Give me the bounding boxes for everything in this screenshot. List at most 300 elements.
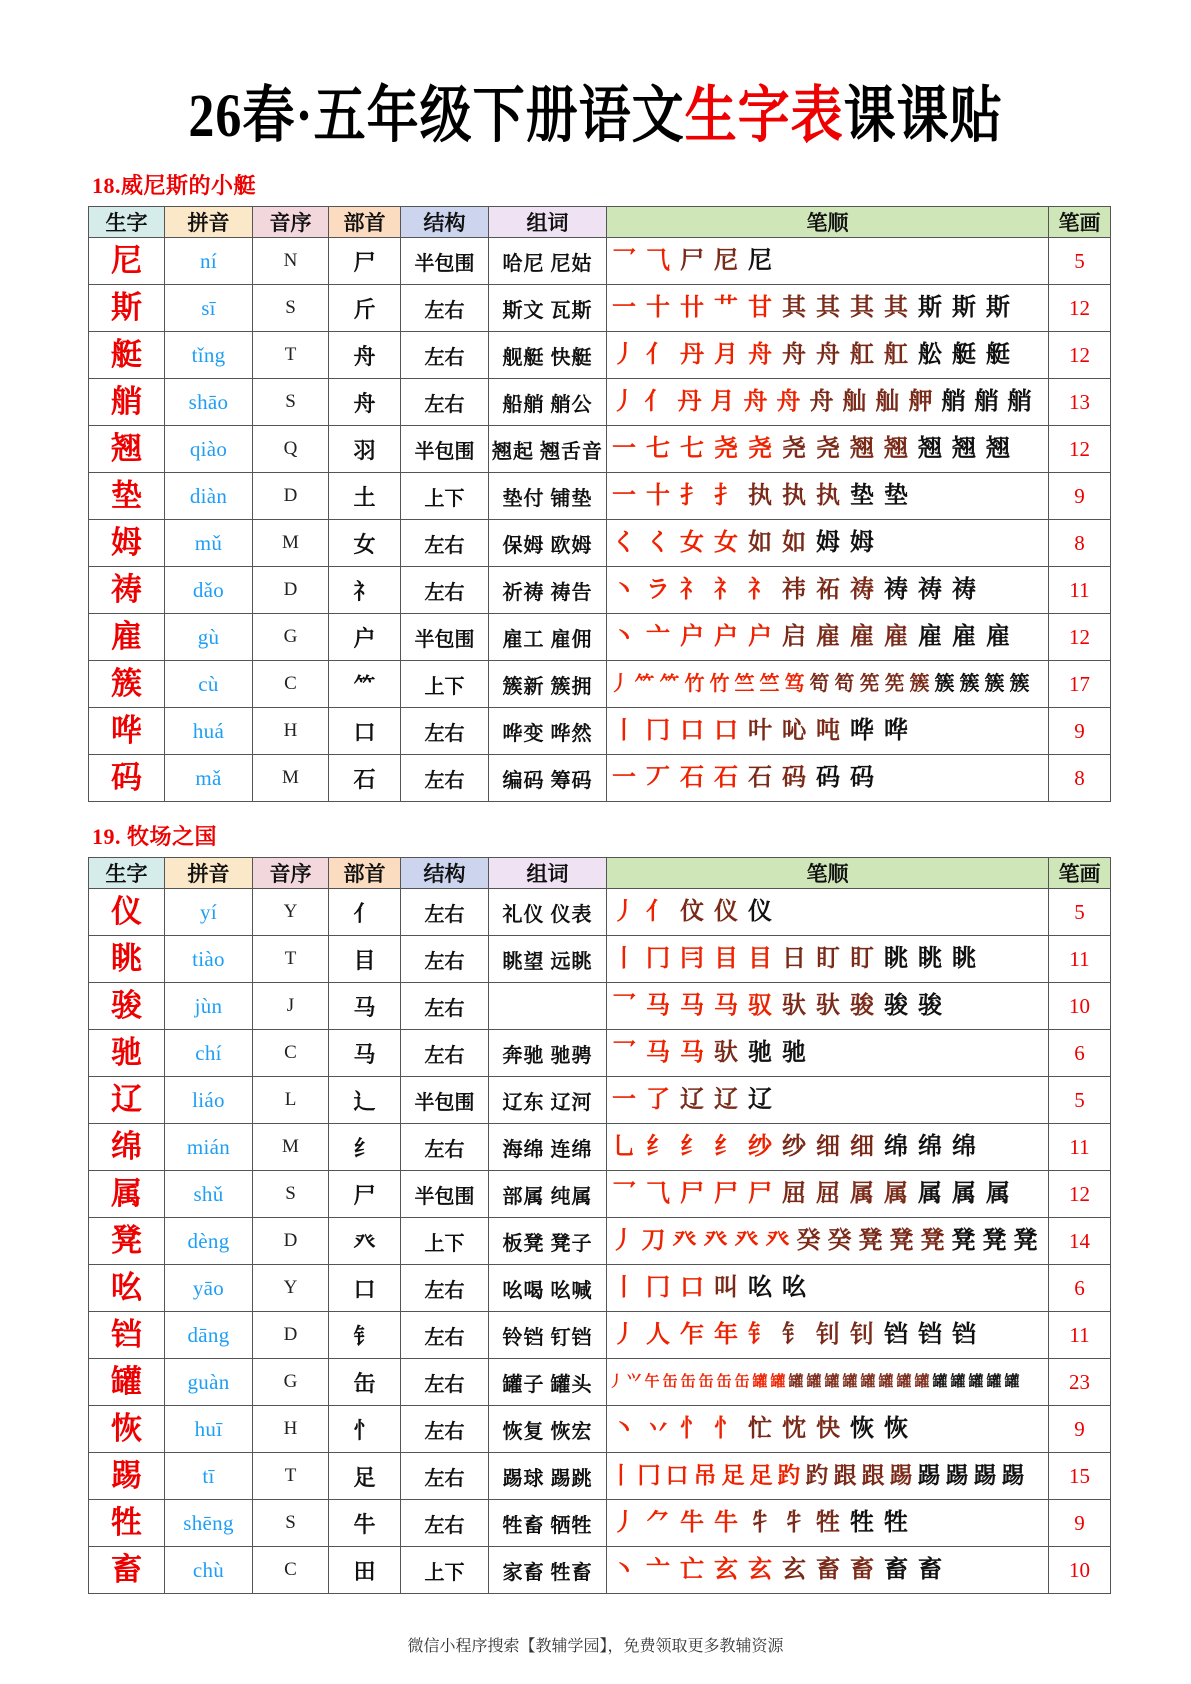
column-header-bushou: 部首	[329, 207, 401, 238]
stroke-step: 哗	[884, 718, 908, 745]
stroke-step: 驰	[782, 1040, 806, 1067]
cell-structure: 左右	[401, 567, 489, 614]
stroke-step: 乛	[612, 248, 636, 275]
stroke-step: 牲	[884, 1510, 908, 1537]
stroke-step: 石	[748, 765, 772, 792]
stroke-step: 罐	[986, 1374, 1002, 1391]
table-row	[89, 1124, 1111, 1171]
cell-stroke-order	[607, 614, 1049, 661]
stroke-step: 尸	[714, 1181, 738, 1208]
cell-yinxu: T	[253, 1453, 329, 1500]
cell-stroke-order	[607, 238, 1049, 285]
cell-words: 垫付 铺垫	[489, 473, 607, 520]
stroke-step: 忄	[680, 1416, 704, 1443]
stroke-step: 祷	[850, 577, 874, 604]
stroke-step: 簇	[934, 673, 955, 696]
stroke-step: 足	[749, 1463, 773, 1489]
cell-words: 礼仪 仪表	[489, 889, 607, 936]
stroke-step: 马	[680, 1040, 704, 1067]
cell-structure: 左右	[401, 520, 489, 567]
stroke-step: 属	[952, 1181, 976, 1208]
cell-stroke-count: 23	[1049, 1359, 1111, 1406]
cell-pinyin: qiào	[165, 426, 253, 473]
cell-character: 畜	[89, 1547, 165, 1594]
stroke-step: 竹	[709, 673, 730, 696]
cell-structure: 上下	[401, 1218, 489, 1265]
stroke-step: ⺍	[626, 1374, 642, 1391]
stroke-step: 垫	[884, 483, 908, 510]
title-highlight: 生字表	[684, 82, 844, 151]
cell-character: 凳	[89, 1218, 165, 1265]
cell-structure: 左右	[401, 755, 489, 802]
cell-stroke-count: 17	[1049, 661, 1111, 708]
stroke-step: 其	[850, 295, 874, 322]
cell-structure: 左右	[401, 983, 489, 1030]
table-row	[89, 332, 1111, 379]
cell-stroke-count: 5	[1049, 238, 1111, 285]
stroke-step: 户	[748, 624, 772, 651]
stroke-step: 祎	[782, 577, 806, 604]
stroke-step: 踢	[889, 1463, 913, 1489]
stroke-step: 十	[646, 295, 670, 322]
stroke-step: 绵	[952, 1134, 976, 1161]
stroke-step: 礻	[714, 577, 738, 604]
cell-stroke-order	[607, 1312, 1049, 1359]
column-header-pinyin: 拼音	[165, 207, 253, 238]
cell-stroke-count: 11	[1049, 1124, 1111, 1171]
cell-pinyin: liáo	[165, 1077, 253, 1124]
stroke-step: 癶	[672, 1228, 697, 1255]
cell-words: 斯文 瓦斯	[489, 285, 607, 332]
cell-stroke-count: 14	[1049, 1218, 1111, 1265]
stroke-step: 执	[748, 483, 772, 510]
stroke-step: 罐	[770, 1374, 786, 1391]
stroke-step: 足	[721, 1463, 745, 1489]
table-row	[89, 1500, 1111, 1547]
cell-radical: 目	[329, 936, 401, 983]
cell-words: 牲畜 牺牲	[489, 1500, 607, 1547]
cell-words: 雇工 雇佣	[489, 614, 607, 661]
cell-structure: 半包围	[401, 1171, 489, 1218]
stroke-step: 一	[612, 765, 636, 792]
cell-pinyin: dǎo	[165, 567, 253, 614]
stroke-step: 恢	[850, 1416, 874, 1443]
stroke-step: 牜	[748, 1510, 772, 1537]
stroke-step: 口	[680, 1275, 704, 1302]
stroke-step: 马	[680, 993, 704, 1020]
stroke-step: ⺄	[646, 248, 670, 275]
stroke-step: 畜	[918, 1557, 942, 1584]
stroke-step: 艇	[952, 342, 976, 369]
stroke-step: 甘	[748, 295, 772, 322]
table-row	[89, 379, 1111, 426]
stroke-step: 凳	[920, 1228, 945, 1255]
cell-radical: 尸	[329, 238, 401, 285]
stroke-step: 吆	[748, 1275, 772, 1302]
stroke-step: 冂	[646, 1275, 670, 1302]
stroke-step: 舟	[748, 342, 772, 369]
cell-yinxu: T	[253, 332, 329, 379]
stroke-step: 罐	[932, 1374, 948, 1391]
stroke-step: 乛	[612, 993, 636, 1020]
stroke-step: 踢	[1001, 1463, 1025, 1489]
stroke-step: ⺄	[646, 1181, 670, 1208]
cell-radical: 辶	[329, 1077, 401, 1124]
cell-words: 舰艇 快艇	[489, 332, 607, 379]
stroke-step: 扌	[680, 483, 704, 510]
page-title	[188, 83, 1002, 150]
stroke-step: 缶	[698, 1374, 714, 1391]
stroke-step: 丹	[677, 389, 702, 416]
cell-character: 踢	[89, 1453, 165, 1500]
stroke-step: 舢	[875, 389, 900, 416]
stroke-step: 口	[665, 1463, 689, 1489]
section-heading: 19. 牧场之国	[92, 824, 218, 850]
table-row	[89, 1453, 1111, 1500]
stroke-step: 跟	[833, 1463, 857, 1489]
stroke-step: 艄	[1007, 389, 1032, 416]
cell-radical: 忄	[329, 1406, 401, 1453]
cell-radical: 羽	[329, 426, 401, 473]
table-row	[89, 1406, 1111, 1453]
cell-yinxu: G	[253, 1359, 329, 1406]
stroke-step: 竺	[759, 673, 780, 696]
stroke-step: 日	[782, 946, 806, 973]
cell-stroke-count: 6	[1049, 1265, 1111, 1312]
stroke-step: 丨	[612, 946, 636, 973]
cell-stroke-order	[607, 936, 1049, 983]
stroke-step: 启	[782, 624, 806, 651]
cell-radical: 马	[329, 1030, 401, 1077]
stroke-step: 斯	[952, 295, 976, 322]
cell-yinxu: S	[253, 285, 329, 332]
cell-character: 哗	[89, 708, 165, 755]
cell-structure: 半包围	[401, 238, 489, 285]
stroke-step: 丿	[612, 342, 636, 369]
cell-structure: 半包围	[401, 426, 489, 473]
stroke-step: 驭	[748, 993, 772, 1020]
stroke-step: 舟	[816, 342, 840, 369]
stroke-step: 扌	[714, 483, 738, 510]
stroke-step: 纱	[782, 1134, 806, 1161]
cell-stroke-order	[607, 755, 1049, 802]
cell-radical: 足	[329, 1453, 401, 1500]
cell-character: 罐	[89, 1359, 165, 1406]
stroke-step: 罐	[968, 1374, 984, 1391]
stroke-step: 罐	[842, 1374, 858, 1391]
stroke-step: 艇	[986, 342, 1010, 369]
cell-stroke-count: 10	[1049, 983, 1111, 1030]
cell-character: 铛	[89, 1312, 165, 1359]
stroke-step: 祷	[952, 577, 976, 604]
stroke-step: 翘	[918, 436, 942, 463]
stroke-step: 玄	[714, 1557, 738, 1584]
cell-structure: 左右	[401, 1406, 489, 1453]
cell-stroke-count: 9	[1049, 1500, 1111, 1547]
stroke-step: 绵	[884, 1134, 908, 1161]
cell-stroke-count: 12	[1049, 1171, 1111, 1218]
stroke-step: 执	[816, 483, 840, 510]
stroke-step: 仪	[748, 899, 772, 926]
stroke-step: 罐	[788, 1374, 804, 1391]
stroke-step: 尧	[748, 436, 772, 463]
stroke-step: 驮	[782, 993, 806, 1020]
cell-radical: 纟	[329, 1124, 401, 1171]
cell-stroke-count: 15	[1049, 1453, 1111, 1500]
stroke-step: 辽	[714, 1087, 738, 1114]
title-suffix: 课课贴	[843, 82, 1003, 151]
stroke-step: 石	[714, 765, 738, 792]
stroke-step: 斯	[918, 295, 942, 322]
cell-radical: 石	[329, 755, 401, 802]
cell-yinxu: D	[253, 473, 329, 520]
stroke-step: 骏	[918, 993, 942, 1020]
cell-words: 船艄 艄公	[489, 379, 607, 426]
stroke-step: 簇	[984, 673, 1005, 696]
stroke-step: 屈	[782, 1181, 806, 1208]
stroke-step: 七	[680, 436, 704, 463]
stroke-step: 丿	[610, 1228, 635, 1255]
cell-radical: 钅	[329, 1312, 401, 1359]
cell-stroke-count: 9	[1049, 1406, 1111, 1453]
stroke-step: 畜	[816, 1557, 840, 1584]
stroke-step: 簇	[959, 673, 980, 696]
cell-pinyin: diàn	[165, 473, 253, 520]
stroke-step: 户	[680, 624, 704, 651]
stroke-step: 其	[816, 295, 840, 322]
stroke-step: 驮	[816, 993, 840, 1020]
cell-pinyin: gù	[165, 614, 253, 661]
cell-character: 驰	[89, 1030, 165, 1077]
cell-character: 骏	[89, 983, 165, 1030]
stroke-step: 缶	[662, 1374, 678, 1391]
cell-structure: 左右	[401, 1500, 489, 1547]
stroke-step: 牜	[782, 1510, 806, 1537]
stroke-step: 钊	[816, 1322, 840, 1349]
table-row	[89, 614, 1111, 661]
stroke-step: 艄	[941, 389, 966, 416]
stroke-step: 簇	[909, 673, 930, 696]
table-row	[89, 983, 1111, 1030]
cell-stroke-order	[607, 1406, 1049, 1453]
stroke-step: 翘	[884, 436, 908, 463]
cell-stroke-order	[607, 567, 1049, 614]
stroke-step: 月	[710, 389, 735, 416]
stroke-step: 刀	[641, 1228, 666, 1255]
cell-stroke-order	[607, 1171, 1049, 1218]
stroke-step: 眺	[884, 946, 908, 973]
stroke-step: 乛	[612, 1181, 636, 1208]
cell-stroke-order	[607, 889, 1049, 936]
cell-stroke-count: 11	[1049, 567, 1111, 614]
cell-character: 恢	[89, 1406, 165, 1453]
cell-stroke-count: 8	[1049, 520, 1111, 567]
cell-yinxu: C	[253, 1030, 329, 1077]
stroke-step: 冃	[680, 946, 704, 973]
stroke-step: 翘	[952, 436, 976, 463]
stroke-step: 笱	[809, 673, 830, 696]
cell-words: 眺望 远眺	[489, 936, 607, 983]
cell-words: 奔驰 驰骋	[489, 1030, 607, 1077]
cell-pinyin: huī	[165, 1406, 253, 1453]
cell-structure: 左右	[401, 936, 489, 983]
stroke-step: 凳	[982, 1228, 1007, 1255]
stroke-step: 仪	[714, 899, 738, 926]
stroke-step: 女	[714, 530, 738, 557]
stroke-step: 吆	[782, 1275, 806, 1302]
stroke-step: 缶	[716, 1374, 732, 1391]
cell-stroke-count: 5	[1049, 889, 1111, 936]
cell-radical: 尸	[329, 1171, 401, 1218]
stroke-step: ⺮	[634, 673, 655, 696]
stroke-step: 一	[612, 483, 636, 510]
stroke-step: 趵	[777, 1463, 801, 1489]
stroke-step: 丿	[612, 1510, 636, 1537]
title-area	[0, 0, 1191, 151]
column-header-pinyin: 拼音	[165, 858, 253, 889]
cell-character: 辽	[89, 1077, 165, 1124]
cell-stroke-count: 12	[1049, 332, 1111, 379]
stroke-step: 丆	[646, 765, 670, 792]
stroke-step: 月	[714, 342, 738, 369]
stroke-step: 驮	[714, 1040, 738, 1067]
cell-words: 翘起 翘舌音	[489, 426, 607, 473]
cell-structure: 左右	[401, 1265, 489, 1312]
cell-structure: 左右	[401, 379, 489, 426]
stroke-step: 乚	[612, 1134, 636, 1161]
table-row	[89, 1171, 1111, 1218]
cell-words: 家畜 牲畜	[489, 1547, 607, 1594]
stroke-step: 盯	[850, 946, 874, 973]
stroke-step: 姆	[816, 530, 840, 557]
table-header-row	[89, 858, 1111, 889]
cell-pinyin: shēng	[165, 1500, 253, 1547]
cell-radical: 缶	[329, 1359, 401, 1406]
cell-stroke-count: 9	[1049, 708, 1111, 755]
stroke-step: 舟	[809, 389, 834, 416]
stroke-step: く	[646, 530, 670, 557]
stroke-step: 尼	[748, 248, 772, 275]
stroke-step: 码	[850, 765, 874, 792]
cell-pinyin: dèng	[165, 1218, 253, 1265]
cell-structure: 左右	[401, 708, 489, 755]
cell-character: 尼	[89, 238, 165, 285]
cell-pinyin: mǎ	[165, 755, 253, 802]
stroke-step: 趵	[805, 1463, 829, 1489]
stroke-step: 踢	[945, 1463, 969, 1489]
stroke-step: 斯	[986, 295, 1010, 322]
cell-stroke-count: 6	[1049, 1030, 1111, 1077]
stroke-step: 罐	[950, 1374, 966, 1391]
cell-words: 簇新 簇拥	[489, 661, 607, 708]
stroke-step: 舡	[884, 342, 908, 369]
cell-stroke-order	[607, 1077, 1049, 1124]
cell-pinyin: huá	[165, 708, 253, 755]
cell-radical: 癶	[329, 1218, 401, 1265]
stroke-step: 牲	[816, 1510, 840, 1537]
stroke-step: 细	[850, 1134, 874, 1161]
cell-words: 部属 纯属	[489, 1171, 607, 1218]
stroke-step: 玄	[748, 1557, 772, 1584]
stroke-step: 口	[680, 718, 704, 745]
table-row	[89, 1265, 1111, 1312]
stroke-step: 驰	[748, 1040, 772, 1067]
stroke-step: 笃	[784, 673, 805, 696]
cell-stroke-order	[607, 379, 1049, 426]
stroke-step: 一	[612, 295, 636, 322]
cell-pinyin: tī	[165, 1453, 253, 1500]
stroke-step: 丿	[608, 1374, 624, 1391]
stroke-step: 舩	[918, 342, 942, 369]
cell-radical: 口	[329, 708, 401, 755]
cell-stroke-order	[607, 661, 1049, 708]
cell-yinxu: Y	[253, 889, 329, 936]
stroke-step: 一	[612, 436, 636, 463]
stroke-step: 凳	[889, 1228, 914, 1255]
stroke-step: 忱	[782, 1416, 806, 1443]
stroke-step: 罐	[1004, 1374, 1020, 1391]
column-header-bishun: 笔顺	[607, 858, 1049, 889]
stroke-step: 目	[714, 946, 738, 973]
stroke-step: 纟	[646, 1134, 670, 1161]
cell-radical: 礻	[329, 567, 401, 614]
stroke-step: 雇	[884, 624, 908, 651]
stroke-step: 礻	[748, 577, 772, 604]
character-table	[88, 857, 1111, 1594]
table-row	[89, 889, 1111, 936]
stroke-step: 尸	[748, 1181, 772, 1208]
cell-structure: 左右	[401, 1359, 489, 1406]
stroke-step: 马	[714, 993, 738, 1020]
stroke-step: 吣	[782, 718, 806, 745]
stroke-step: 翘	[850, 436, 874, 463]
table-row	[89, 708, 1111, 755]
cell-words: 踢球 踢跳	[489, 1453, 607, 1500]
table-row	[89, 426, 1111, 473]
table-row	[89, 1312, 1111, 1359]
stroke-step: 翘	[986, 436, 1010, 463]
cell-stroke-order	[607, 1547, 1049, 1594]
table-row	[89, 285, 1111, 332]
cell-radical: 舟	[329, 379, 401, 426]
cell-radical: ⺮	[329, 661, 401, 708]
table-row	[89, 661, 1111, 708]
stroke-step: 丨	[609, 1463, 633, 1489]
stroke-step: 亠	[646, 1557, 670, 1584]
stroke-step: 尸	[680, 248, 704, 275]
stroke-step: 丶	[612, 1416, 636, 1443]
cell-radical: 土	[329, 473, 401, 520]
stroke-step: 祏	[816, 577, 840, 604]
stroke-step: 辽	[748, 1087, 772, 1114]
cell-yinxu: H	[253, 708, 329, 755]
cell-structure: 左右	[401, 332, 489, 379]
stroke-step: 铛	[918, 1322, 942, 1349]
stroke-step: 卄	[680, 295, 704, 322]
stroke-step: 一	[612, 1087, 636, 1114]
stroke-step: 叫	[714, 1275, 738, 1302]
cell-yinxu: M	[253, 1124, 329, 1171]
sections-container	[0, 151, 1191, 1594]
stroke-step: 码	[816, 765, 840, 792]
stroke-step: 丿	[612, 899, 636, 926]
cell-pinyin: shǔ	[165, 1171, 253, 1218]
cell-radical: 口	[329, 1265, 401, 1312]
stroke-step: ラ	[646, 577, 670, 604]
stroke-step: く	[612, 530, 636, 557]
stroke-step: 丷	[646, 1416, 670, 1443]
cell-words	[489, 983, 607, 1030]
